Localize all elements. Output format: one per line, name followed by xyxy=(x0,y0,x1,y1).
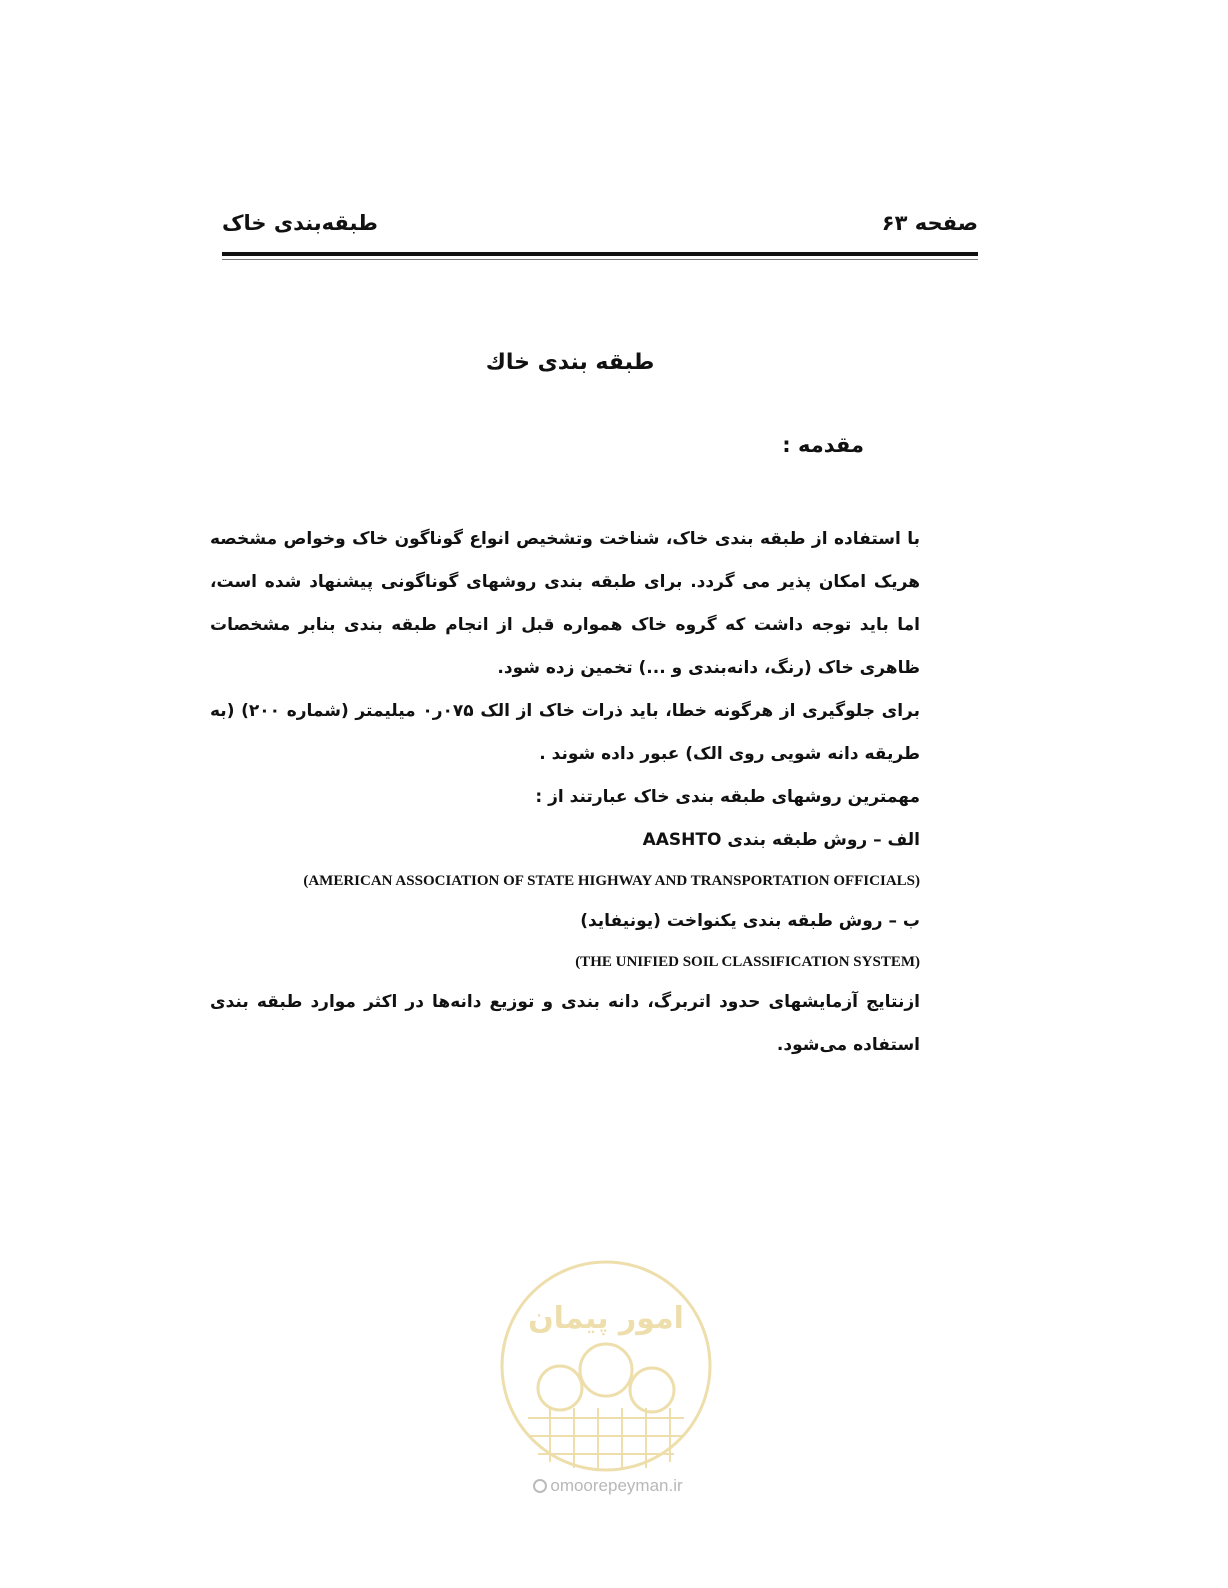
running-header xyxy=(222,206,978,240)
page-title: طبقه بندی خاك xyxy=(485,350,655,375)
paragraph-closing: ازنتایج آزمایشهای حدود اتربرگ، دانه بندی و توزیع دانه‌ها در اکثر موارد طبقه بندی استفاده می‌شود. xyxy=(210,992,920,1055)
method-aashto-label: الف – روش طبقه بندی AASHTO xyxy=(642,830,920,850)
watermark-logo-text: امور پیمان xyxy=(528,1301,684,1336)
body-text xyxy=(210,518,920,1067)
paragraph-methods-intro: مهمترین روشهای طبقه بندی خاک عبارتند از : xyxy=(535,787,920,807)
paragraph-intro: با استفاده از طبقه بندی خاک، شناخت وتشخیص انواع گوناگون خاک وخواص مشخصه هریک امکان پذیر می گردد. برای طبقه بندی روشهای گوناگونی پیشنهاد شده است، اما باید توجه داشت که گروه خاک همواره قبل از انجام طبقه بندی بنابر مشخصات ظاهری خاک (رنگ، دانه‌بندی و ...) تخمین زده شود. xyxy=(210,529,920,678)
header-divider xyxy=(222,252,978,256)
paragraph-sieve: برای جلوگیری از هرگونه خطا، باید ذرات خاک از الک ۰۷۵ر۰ میلیمتر (شماره ۲۰۰) (به طریقه دانه شویی روی الک) عبور داده شوند . xyxy=(210,701,920,764)
watermark-logo xyxy=(498,1258,714,1474)
header-divider-thin xyxy=(222,259,978,260)
watermark-site-text: omoorepeyman.ir xyxy=(550,1476,683,1495)
method-unified-fullname: (THE UNIFIED SOIL CLASSIFICATION SYSTEM) xyxy=(575,954,920,970)
method-aashto-fullname: (AMERICAN ASSOCIATION OF STATE HIGHWAY AND TRANSPORTATION OFFICIALS) xyxy=(303,873,920,889)
page-number: صفحه ۶۳ xyxy=(881,211,978,235)
section-heading: مقدمه : xyxy=(782,433,864,457)
chapter-name: طبقه‌بندی خاک xyxy=(222,211,378,235)
watermark-site xyxy=(508,1476,708,1496)
globe-icon xyxy=(533,1479,547,1493)
method-unified-label: ب – روش طبقه بندی یکنواخت (یونیفاید) xyxy=(580,911,920,931)
